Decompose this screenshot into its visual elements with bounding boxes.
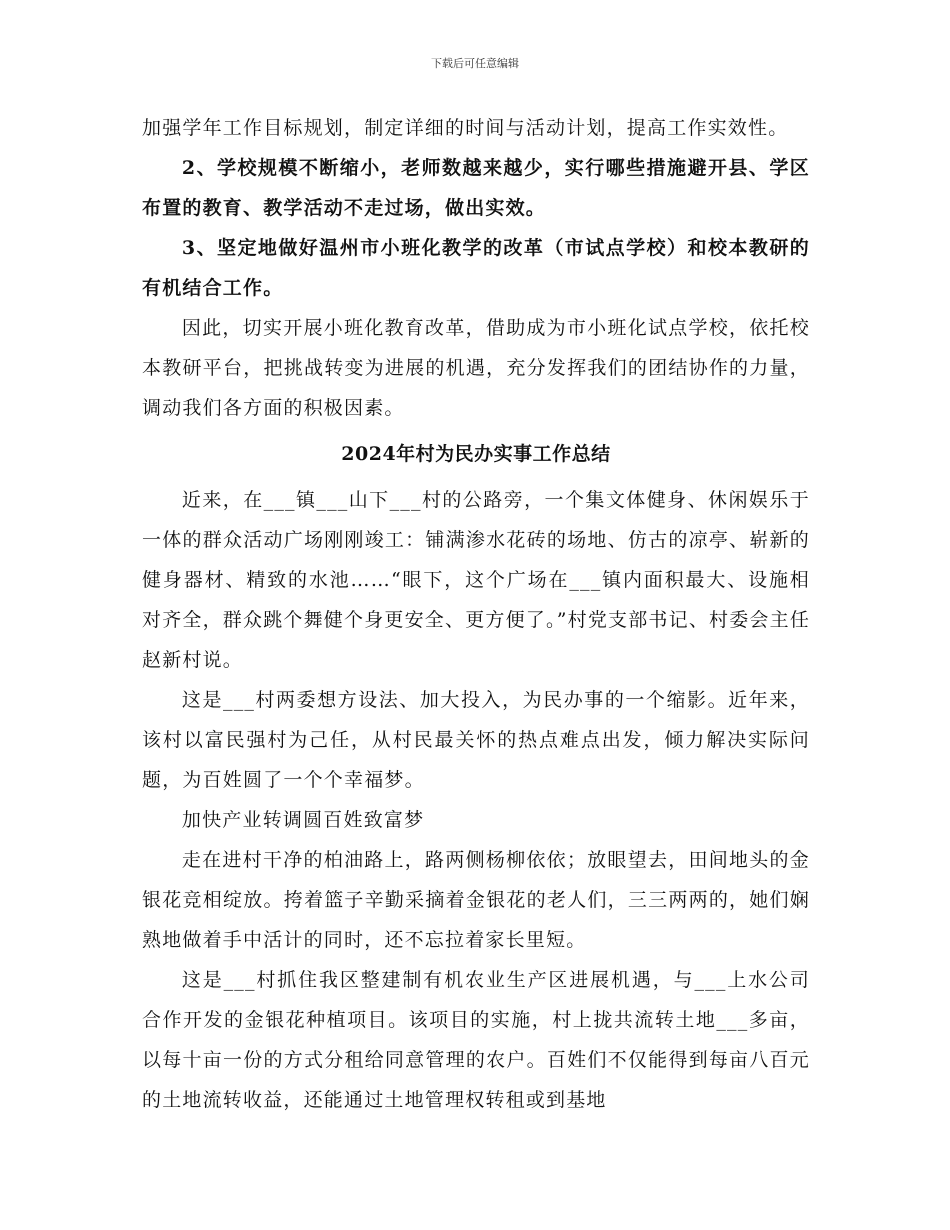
document-body [142,108,810,1120]
paragraph-top-2: 2、学校规模不断缩小，老师数越来越少，实行哪些措施避开县、学区布置的教育、教学活动不走过场，做出实效。 [142,157,810,219]
page-header: 下载后可任意编辑 [431,57,519,70]
paragraph-top-4: 因此，切实开展小班化教育改革，借助成为市小班化试点学校，依托校本教研平台，把挑战转变为进展的机遇，充分发挥我们的团结协作的力量，调动我们各方面的积极因素。 [142,317,810,419]
subheading-industry: 加快产业转调圆百姓致富梦 [181,809,425,831]
paragraph-top-3: 3、坚定地做好温州市小班化教学的改革（市试点学校）和校本教研的有机结合工作。 [142,237,810,299]
paragraph-bottom-2: 这是___村两委想方设法、加大投入，为民办事的一个缩影。近年来，该村以富民强村为己任，从村民最关怀的热点难点出发，倾力解决实际问题，为百姓圆了一个个幸福梦。 [142,689,810,791]
paragraph-bottom-3: 走在进村干净的柏油路上，路两侧杨柳依依；放眼望去，田间地头的金银花竞相绽放。挎着篮子辛勤采摘着金银花的老人们，三三两两的，她们娴熟地做着手中活计的同时，还不忘拉着家长里短。 [142,849,810,951]
section-title: 2024年村为民办实事工作总结 [341,443,611,465]
paragraph-top-1: 加强学年工作目标规划，制定详细的时间与活动计划，提高工作实效性。 [142,117,789,139]
paragraph-bottom-1: 近来，在___镇___山下___村的公路旁，一个集文体健身、休闲娱乐于一体的群众活动广场刚刚竣工：铺满渗水花砖的场地、仿古的凉亭、崭新的健身器材、精致的水池……“眼下，这个广场在___镇内面积最大、设施相对齐全，群众跳个舞健个身更安全、更方便了。”村党支部书记、村委会主任赵新村说。 [142,489,811,671]
paragraph-bottom-4: 这是___村抓住我区整建制有机农业生产区进展机遇，与___上水公司合作开发的金银花种植项目。该项目的实施，村上拢共流转土地___多亩，以每十亩一份的方式分租给同意管理的农户。百姓们不仅能得到每亩八百元的土地流转收益，还能通过土地管理权转租或到基地 [142,969,810,1111]
